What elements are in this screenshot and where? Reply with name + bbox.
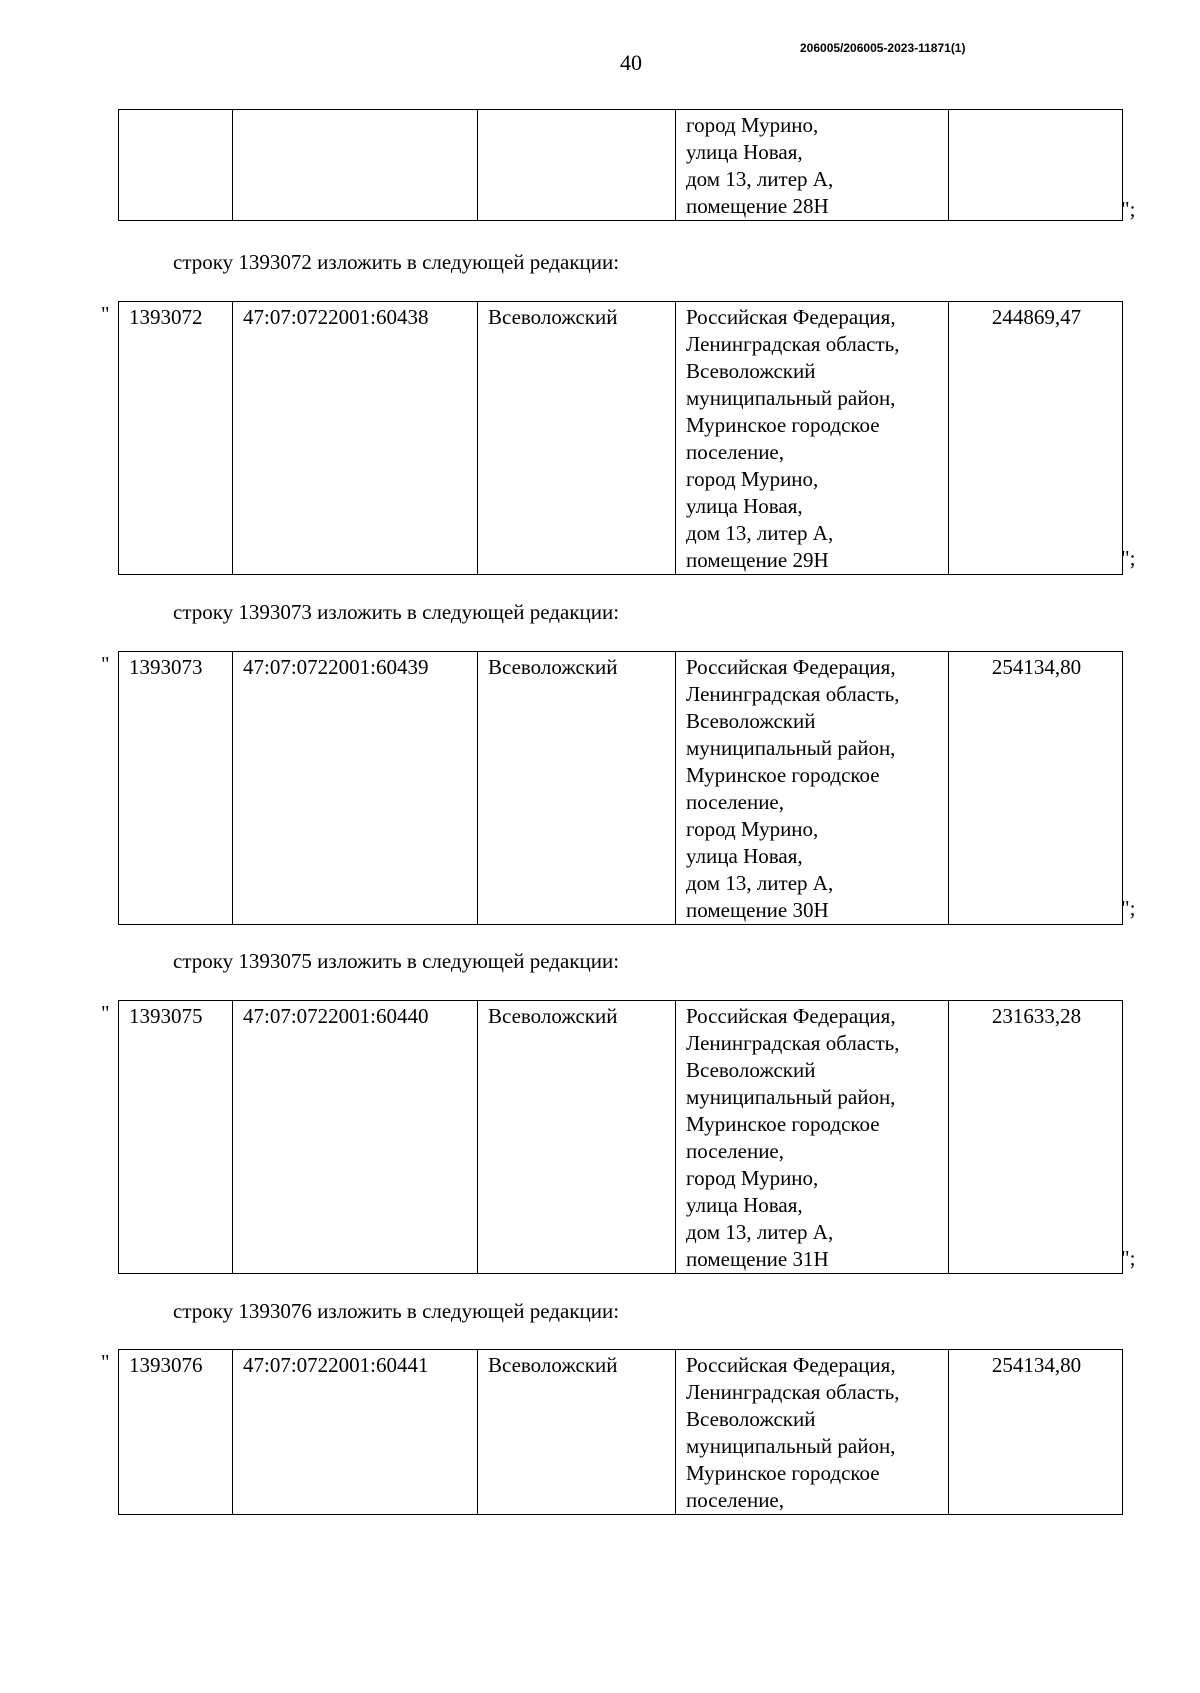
instruction-text: строку 1393076 изложить в следующей редакции:	[173, 1299, 620, 1323]
address-line: поселение,	[686, 790, 785, 814]
instruction-text: строку 1393073 изложить в следующей редакции:	[173, 600, 620, 624]
address-line: муниципальный район,	[686, 1085, 896, 1109]
address-line: улица Новая,	[686, 140, 803, 164]
table-row	[119, 1350, 1123, 1515]
cell-value: 254134,80	[949, 1350, 1123, 1515]
table-row	[119, 302, 1123, 575]
address-line: помещение 29Н	[686, 548, 829, 572]
closing-quote: ";	[1121, 197, 1136, 221]
address-line: Всеволожский	[686, 1058, 816, 1082]
address-line: поселение,	[686, 1139, 785, 1163]
address-line: Муринское городское	[686, 413, 880, 437]
address-line: дом 13, литер А,	[686, 521, 834, 545]
table-row-1393072	[118, 301, 1123, 575]
cell-address	[676, 652, 949, 925]
address-line: Российская Федерация,	[686, 305, 896, 329]
cell-number	[119, 110, 233, 221]
address-line: Муринское городское	[686, 1461, 880, 1485]
cell-district: Всеволожский	[478, 302, 676, 575]
address-line: Ленинградская область,	[686, 1031, 900, 1055]
address-line: улица Новая,	[686, 844, 803, 868]
address-line: поселение,	[686, 440, 785, 464]
address-line: помещение 31Н	[686, 1247, 829, 1271]
cell-address	[676, 1350, 949, 1515]
closing-quote: ";	[1121, 1246, 1136, 1270]
address-line: Ленинградская область,	[686, 682, 900, 706]
address-line: Ленинградская область,	[686, 1380, 900, 1404]
address-line: поселение,	[686, 1488, 785, 1512]
cell-address	[676, 302, 949, 575]
instruction-text: строку 1393072 изложить в следующей редакции:	[173, 250, 620, 274]
table-row-1393073	[118, 651, 1123, 925]
address-line: улица Новая,	[686, 494, 803, 518]
table-row-1393076	[118, 1349, 1123, 1515]
address-line: дом 13, литер А,	[686, 871, 834, 895]
opening-quote: "	[101, 1350, 110, 1374]
table-partial-row	[118, 109, 1123, 221]
cell-cadastral	[233, 110, 478, 221]
cell-number: 1393076	[119, 1350, 233, 1515]
cell-district: Всеволожский	[478, 1350, 676, 1515]
opening-quote: "	[101, 302, 110, 326]
cell-value: 231633,28	[949, 1001, 1123, 1274]
cell-value: 254134,80	[949, 652, 1123, 925]
cell-number: 1393075	[119, 1001, 233, 1274]
closing-quote: ";	[1121, 546, 1136, 570]
closing-quote: ";	[1121, 896, 1136, 920]
address-line: муниципальный район,	[686, 1434, 896, 1458]
address-line: муниципальный район,	[686, 386, 896, 410]
address-line: улица Новая,	[686, 1193, 803, 1217]
address-line: Всеволожский	[686, 709, 816, 733]
cell-district: Всеволожский	[478, 652, 676, 925]
address-line: город Мурино,	[686, 113, 819, 137]
address-line: Всеволожский	[686, 1407, 816, 1431]
cell-number: 1393072	[119, 302, 233, 575]
address-line: Российская Федерация,	[686, 655, 896, 679]
address-line: Муринское городское	[686, 763, 880, 787]
table-row	[119, 1001, 1123, 1274]
address-line: Муринское городское	[686, 1112, 880, 1136]
address-line: Ленинградская область,	[686, 332, 900, 356]
cell-cadastral: 47:07:0722001:60438	[233, 302, 478, 575]
address-line: город Мурино,	[686, 1166, 819, 1190]
cell-district	[478, 110, 676, 221]
cell-district: Всеволожский	[478, 1001, 676, 1274]
cell-value: 244869,47	[949, 302, 1123, 575]
address-line: Российская Федерация,	[686, 1353, 896, 1377]
table-row	[119, 110, 1123, 221]
cell-number: 1393073	[119, 652, 233, 925]
cell-cadastral: 47:07:0722001:60440	[233, 1001, 478, 1274]
address-line: город Мурино,	[686, 467, 819, 491]
page-number: 40	[620, 50, 642, 75]
opening-quote: "	[101, 1001, 110, 1025]
address-line: муниципальный район,	[686, 736, 896, 760]
address-line: помещение 28Н	[686, 194, 829, 218]
address-line: город Мурино,	[686, 817, 819, 841]
cell-cadastral: 47:07:0722001:60441	[233, 1350, 478, 1515]
cell-address	[676, 110, 949, 221]
table-row	[119, 652, 1123, 925]
cell-value	[949, 110, 1123, 221]
cell-address	[676, 1001, 949, 1274]
address-line: дом 13, литер А,	[686, 1220, 834, 1244]
address-line: Российская Федерация,	[686, 1004, 896, 1028]
cell-cadastral: 47:07:0722001:60439	[233, 652, 478, 925]
instruction-text: строку 1393075 изложить в следующей редакции:	[173, 949, 620, 973]
address-line: помещение 30Н	[686, 898, 829, 922]
address-line: Всеволожский	[686, 359, 816, 383]
address-line: дом 13, литер А,	[686, 167, 834, 191]
opening-quote: "	[101, 652, 110, 676]
table-row-1393075	[118, 1000, 1123, 1274]
document-id: 206005/206005-2023-11871(1)	[800, 41, 966, 55]
